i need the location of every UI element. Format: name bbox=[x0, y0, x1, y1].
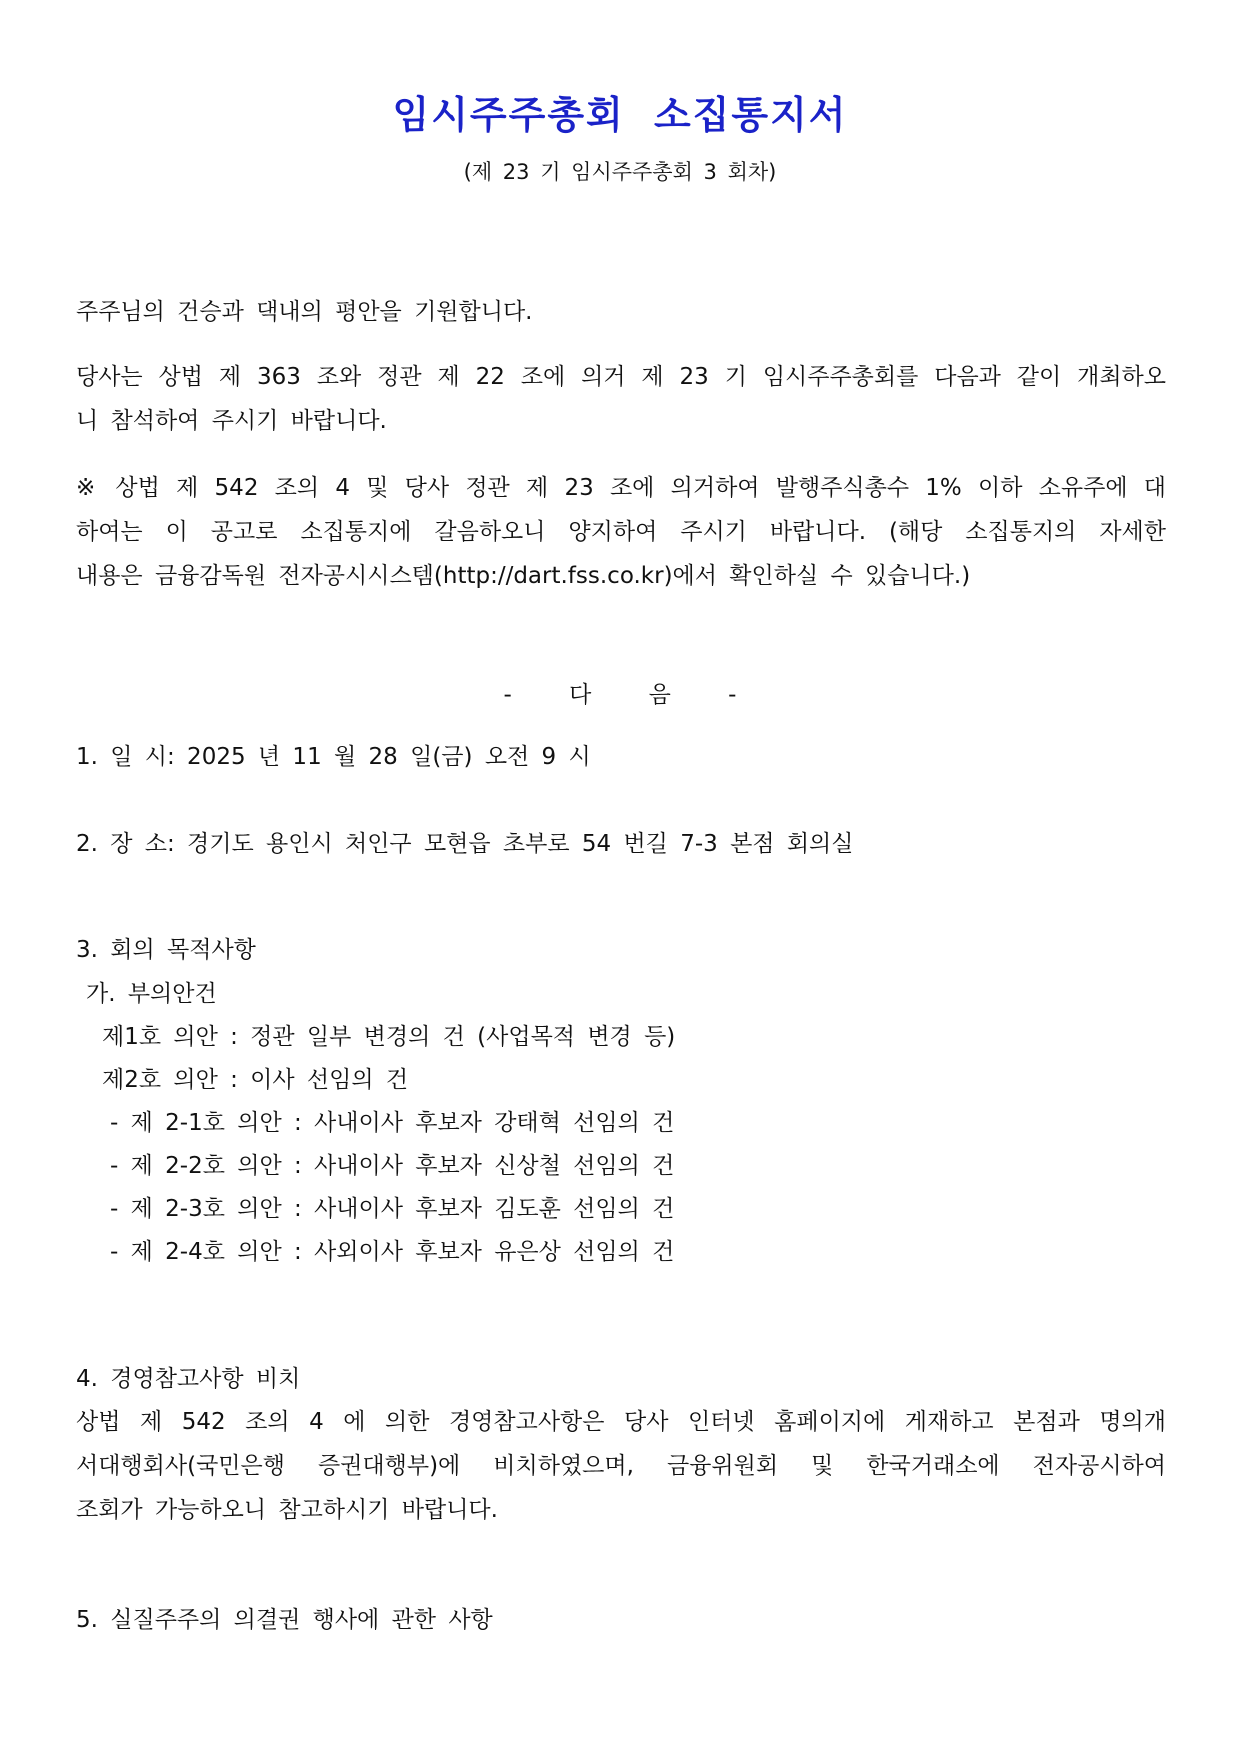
reference-paragraph bbox=[76, 1400, 1166, 1532]
agenda-item: - 제 2-3호 의안 : 사내이사 후보자 김도훈 선임의 건 bbox=[110, 1196, 675, 1222]
reference-line: 서대행회사(국민은행 증권대행부)에 비치하였으며, 금융위원회 및 한국거래소에 전자공시하여 bbox=[76, 1453, 1166, 1479]
agenda-item: 제1호 의안 : 정관 일부 변경의 건 (사업목적 변경 등) bbox=[102, 1024, 676, 1050]
reference-line: 상법 제 542 조의 4 에 의한 경영참고사항은 당사 인터넷 홈페이지에 게재하고 본점과 명의개 bbox=[76, 1409, 1166, 1435]
item-voting-title: 5. 실질주주의 의결권 행사에 관한 사항 bbox=[76, 1607, 493, 1633]
document-title: 임시주주총회 소집통지서 bbox=[392, 93, 848, 137]
item-agenda-subtitle: 가. 부의안건 bbox=[86, 981, 217, 1007]
item-agenda-title: 3. 회의 목적사항 bbox=[76, 937, 256, 963]
item-reference-title: 4. 경영참고사항 비치 bbox=[76, 1366, 301, 1392]
notice-line: ※ 상법 제 542 조의 4 및 당사 정관 제 23 조에 의거하여 발행주식총수 1% 이하 소유주에 대 bbox=[76, 475, 1166, 501]
notice-paragraph bbox=[76, 466, 1166, 598]
notice-line: 내용은 금융감독원 전자공시시스템(http://dart.fss.co.kr)에서 확인하실 수 있습니다.) bbox=[76, 563, 971, 589]
item-place: 2. 장 소: 경기도 용인시 처인구 모현읍 초부로 54 번길 7-3 본점 회의실 bbox=[76, 831, 854, 857]
reference-line: 조회가 가능하오니 참고하시기 바랍니다. bbox=[76, 1497, 498, 1523]
notice-line: 하여는 이 공고로 소집통지에 갈음하오니 양지하여 주시기 바랍니다. (해당 소집통지의 자세한 bbox=[76, 519, 1166, 545]
agenda-item: 제2호 의안 : 이사 선임의 건 bbox=[102, 1067, 409, 1093]
document-subtitle: (제 23 기 임시주주총회 3 회차) bbox=[463, 160, 777, 184]
section-divider: - 다 음 - bbox=[503, 682, 737, 708]
agenda-item: - 제 2-2호 의안 : 사내이사 후보자 신상철 선임의 건 bbox=[110, 1153, 675, 1179]
intro-paragraph bbox=[76, 355, 1166, 443]
item-datetime: 1. 일 시: 2025 년 11 월 28 일(금) 오전 9 시 bbox=[76, 744, 591, 770]
intro-line: 니 참석하여 주시기 바랍니다. bbox=[76, 408, 387, 434]
agenda-item: - 제 2-1호 의안 : 사내이사 후보자 강태혁 선임의 건 bbox=[110, 1110, 675, 1136]
agenda-item: - 제 2-4호 의안 : 사외이사 후보자 유은상 선임의 건 bbox=[110, 1239, 675, 1265]
greeting-text: 주주님의 건승과 댁내의 평안을 기원합니다. bbox=[76, 299, 533, 325]
intro-line: 당사는 상법 제 363 조와 정관 제 22 조에 의거 제 23 기 임시주주총회를 다음과 같이 개최하오 bbox=[76, 364, 1166, 390]
